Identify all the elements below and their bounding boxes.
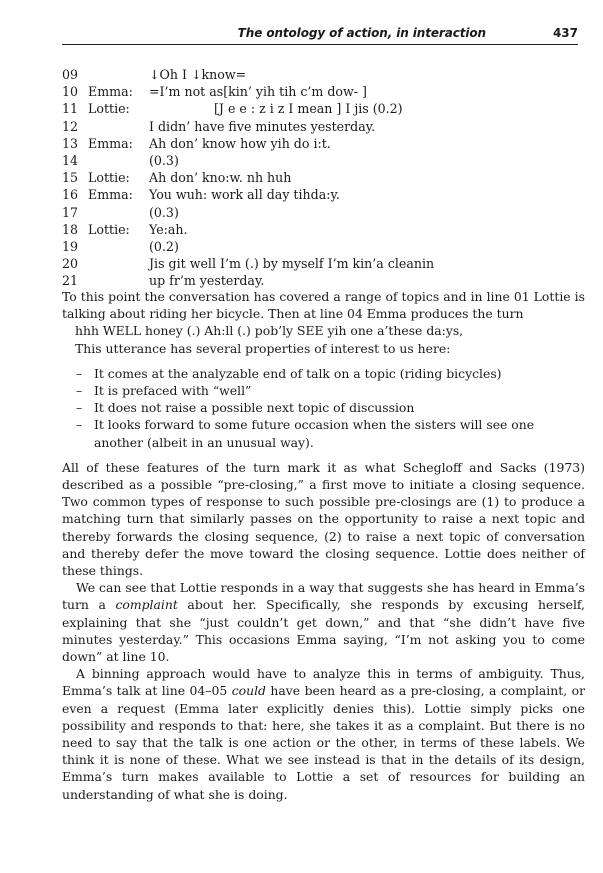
running-header [62, 24, 578, 45]
emphasis: complaint [115, 597, 178, 613]
transcript-line [62, 272, 582, 289]
paragraph-preclosing: All of these features of the turn mark it as what Schegloff and Sacks (1973) described as a possible “pre-closing,” a first move to initiate a closing sequence. Two common types of response to such possible pre-closings are (1) to produce a matching turn that similarly passes on the opportunity to raise a next topic and thereby forwards the closing sequence, (2) to raise a next topic of conversation and thereby defer the move toward the closing sequence. Lottie does neither of these things. [62, 459, 585, 579]
text-run: have been heard as a pre-closing, a complaint, or even a request (Emma later explicitly denies this). Lottie simply picks one possibility and responds to that: here, she takes it as a complaint. But there is no need to say that the talk is one action or the other, in terms of these labels. We think it is none of these. What we see instead is that in the details of its design, Emma’s turn makes available to Lottie a set of resources for building an understanding of what she is doing. [62, 683, 586, 802]
text-run: A binning approach would have to analyze this in terms of ambiguity. Thus, Emma’s talk at line 04–05 [62, 666, 585, 699]
utterance: (0.3) [149, 204, 179, 220]
utterance: (0.2) [149, 238, 179, 254]
utterance: You wuh: work all day tihda:y. [149, 187, 340, 203]
transcript-line [62, 66, 582, 83]
line-number: 19 [62, 238, 79, 254]
emphasis: could [231, 683, 266, 699]
line-number: 21 [62, 273, 79, 289]
list-item: – It does not raise a possible next topic of discussion [62, 399, 585, 416]
speaker-label: Lottie: [88, 221, 130, 237]
transcript-line [62, 255, 582, 272]
speaker-label: Emma: [88, 84, 133, 100]
utterance: (0.3) [149, 152, 179, 168]
transcript-line [62, 204, 582, 221]
line-number: 09 [62, 67, 79, 82]
speaker-label: Emma: [88, 187, 133, 203]
page-number: 437 [552, 26, 578, 40]
line-number: 10 [62, 84, 79, 100]
properties-list [62, 365, 585, 451]
line-number: 13 [62, 135, 79, 151]
quoted-turn: hhh WELL honey (.) Ah:ll (.) pob’ly SEE yih one a’these da:ys, [75, 323, 464, 339]
text-run: about her. Specifically, she responds by excusing herself, explaining that she “just couldn’t get down,” and that “she didn’t have five minutes yesterday.” This occasions Emma saying, “I’m not asking you to come down” at line 10. [62, 597, 585, 665]
utterance: =I’m not as[kin’ yih tih c’m dow- ] [149, 84, 367, 100]
utterance: [J e e : z i z I mean ] I jis (0.2) [214, 101, 403, 117]
utterance: Ye:ah. [149, 221, 188, 237]
speaker-label: Emma: [88, 135, 133, 151]
transcript-line [62, 169, 582, 186]
utterance: Ah don’ kno:w. nh huh [149, 170, 292, 186]
transcript-line [62, 100, 582, 117]
transcript-line [62, 221, 582, 238]
speaker-label: Lottie: [88, 101, 130, 117]
text-run: We can see that Lottie responds in a way that suggests she has heard in Emma’s turn a [62, 580, 585, 613]
line-number: 18 [62, 221, 79, 237]
main-text [62, 288, 585, 803]
utterance: Ah don’ know how yih do i:t. [149, 135, 331, 151]
line-number: 17 [62, 204, 79, 220]
quote-lead-in: This utterance has several properties of interest to us here: [75, 340, 451, 356]
line-number: 14 [62, 152, 79, 168]
transcript-line [62, 83, 582, 100]
utterance: I didn’ have five minutes yesterday. [149, 118, 376, 134]
paragraph-complaint [62, 579, 585, 665]
utterance: ↓Oh I ↓know= [149, 67, 247, 82]
transcript-line [62, 135, 582, 152]
running-title: The ontology of action, in interaction [237, 26, 486, 40]
line-number: 12 [62, 118, 79, 134]
line-number: 15 [62, 170, 79, 186]
transcript-line [62, 238, 582, 255]
speaker-label: Lottie: [88, 170, 130, 186]
utterance: up fr’m yesterday. [149, 273, 265, 289]
list-item: – It comes at the analyzable end of talk on a topic (riding bicycles) [62, 365, 585, 382]
utterance: Jis git well I’m (.) by myself I’m kin’a cleanin [149, 256, 435, 272]
list-item: – It looks forward to some future occasion when the sisters will see one another (albeit in an unusual way). [62, 416, 585, 450]
transcript-line [62, 118, 582, 135]
line-number: 16 [62, 187, 79, 203]
paragraph-binning [62, 665, 585, 803]
list-item: – It is prefaced with “well” [62, 382, 585, 399]
transcript-line [62, 186, 582, 203]
transcript-excerpt [62, 66, 582, 289]
transcript-line [62, 152, 582, 169]
line-number: 11 [62, 101, 79, 117]
line-number: 20 [62, 256, 79, 272]
paragraph-intro: To this point the conversation has covered a range of topics and in line 01 Lottie is talking about riding her bicycle. Then at line 04 Emma produces the turn [62, 289, 585, 322]
